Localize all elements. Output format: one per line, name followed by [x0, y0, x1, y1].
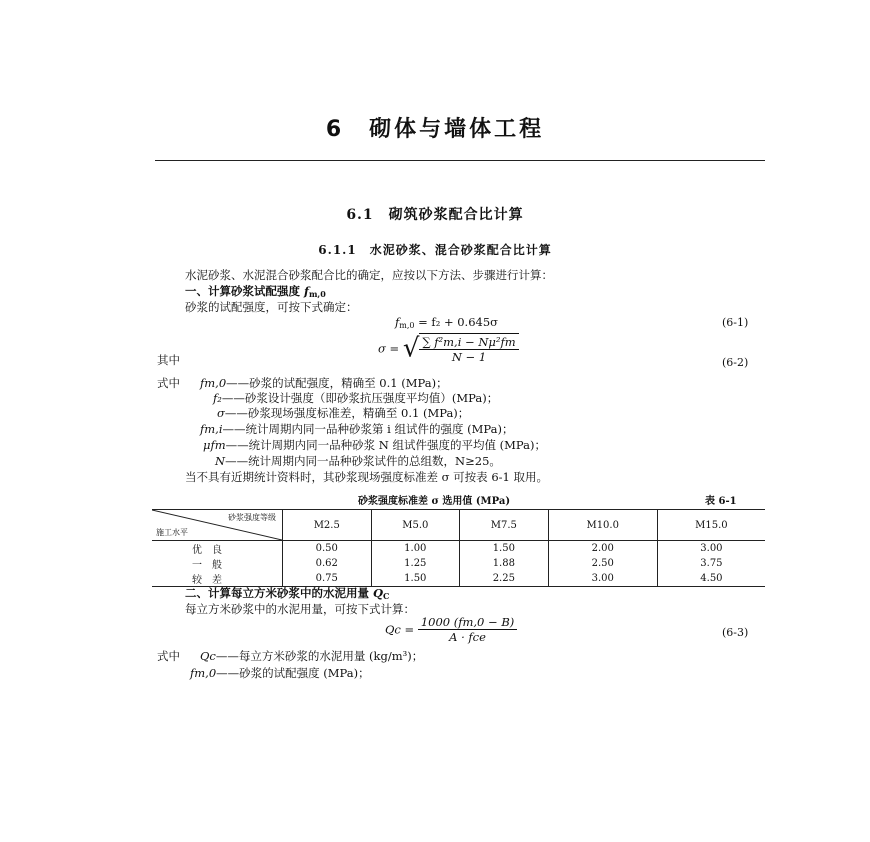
row-label: 较 差 [152, 571, 283, 587]
table-cell: 1.25 [371, 556, 460, 571]
row-label: 优 良 [152, 541, 283, 557]
column-header: M2.5 [283, 510, 372, 541]
equation-number: (6-2) [722, 356, 749, 369]
chapter-title: 6 砌体与墙体工程 [325, 117, 545, 142]
corner-bottom-label: 施工水平 [156, 528, 188, 537]
table-cell: 1.00 [371, 541, 460, 557]
table-cell: 0.50 [283, 541, 372, 557]
equation-6-2: σ = √ $\frac{\text{∑ f²m,i − Nμ²fm}}{N - 1}$ [378, 333, 519, 364]
definition-item: fm,i——统计周期内同一品种砂浆第 i 组试件的强度 (MPa)； [200, 422, 514, 436]
table-cell: 1.88 [460, 556, 549, 571]
definition-item: N——统计周期内同一品种砂浆试件的总组数，N≥25。 [215, 454, 501, 468]
table-cell: 2.00 [548, 541, 657, 557]
definition-item: σ——砂浆现场强度标准差，精确至 0.1 (MPa)； [217, 406, 470, 420]
table-header-row [152, 510, 765, 541]
equation-6-3: Qc = $\frac{1000 (fm,0 - B)}{\text{A · fce}}$ [385, 615, 517, 644]
intro-paragraph: 水泥砂浆、水泥混合砂浆配合比的确定，应按以下方法、步骤进行计算： [185, 268, 553, 282]
table-corner-cell [152, 510, 283, 541]
table-cell: 1.50 [371, 571, 460, 587]
corner-top-label: 砂浆强度等级 [228, 513, 276, 522]
definition-item: fm,0——砂浆的试配强度，精确至 0.1 (MPa)； [200, 376, 448, 390]
column-header: M15.0 [657, 510, 765, 541]
table-row [152, 541, 765, 557]
table-reference-note: 当不具有近期统计资料时，其砂浆现场强度标准差 σ 可按表 6-1 取用。 [185, 470, 548, 484]
sigma-table [152, 509, 765, 587]
row-label: 一 般 [152, 556, 283, 571]
table-number: 表 6-1 [705, 496, 737, 507]
definition-item: μfm——统计周期内同一品种砂浆 N 组试件强度的平均值 (MPa)； [203, 438, 546, 452]
table-cell: 4.50 [657, 571, 765, 587]
equation-number: (6-3) [722, 626, 749, 639]
formula-label: 式中 [157, 649, 180, 663]
table-cell: 1.50 [460, 541, 549, 557]
column-header: M5.0 [371, 510, 460, 541]
definition-item: Qc——每立方米砂浆的水泥用量 (kg/m³)； [200, 649, 424, 663]
column-header: M7.5 [460, 510, 549, 541]
table-cell: 2.50 [548, 556, 657, 571]
table-cell: 0.62 [283, 556, 372, 571]
chapter-rule [155, 160, 765, 161]
step2-heading: 二、计算每立方米砂浆中的水泥用量 $Q_C$ [185, 586, 390, 601]
subsection-title: 6.1.1 水泥砂浆、混合砂浆配合比计算 [318, 243, 552, 257]
table-cell: 0.75 [283, 571, 372, 587]
table-cell: 3.00 [548, 571, 657, 587]
formula-label: 式中 [157, 376, 180, 390]
equation-number: (6-1) [722, 316, 749, 329]
table-cell: 3.00 [657, 541, 765, 557]
step2-text: 每立方米砂浆中的水泥用量，可按下式计算： [185, 602, 415, 616]
equation-6-1: $f_{m,0} = f_2 + 0.645\sigma$ [395, 315, 499, 330]
table-caption: 砂浆强度标准差 σ 选用值 (MPa) [358, 496, 511, 507]
section-title: 6.1 砌筑砂浆配合比计算 [346, 207, 524, 223]
table-cell: 3.75 [657, 556, 765, 571]
column-header: M10.0 [548, 510, 657, 541]
step1-heading: 一、计算砂浆试配强度 $f_{m,0}$ [185, 284, 326, 299]
step1-text: 砂浆的试配强度，可按下式确定： [185, 300, 358, 314]
definition-item: f₂——砂浆设计强度（即砂浆抗压强度平均值）(MPa)； [213, 391, 499, 405]
table-row [152, 556, 765, 571]
where-label: 其中 [157, 353, 180, 367]
table-cell: 2.25 [460, 571, 549, 587]
definition-item: fm,0——砂浆的试配强度 (MPa)； [190, 666, 370, 680]
